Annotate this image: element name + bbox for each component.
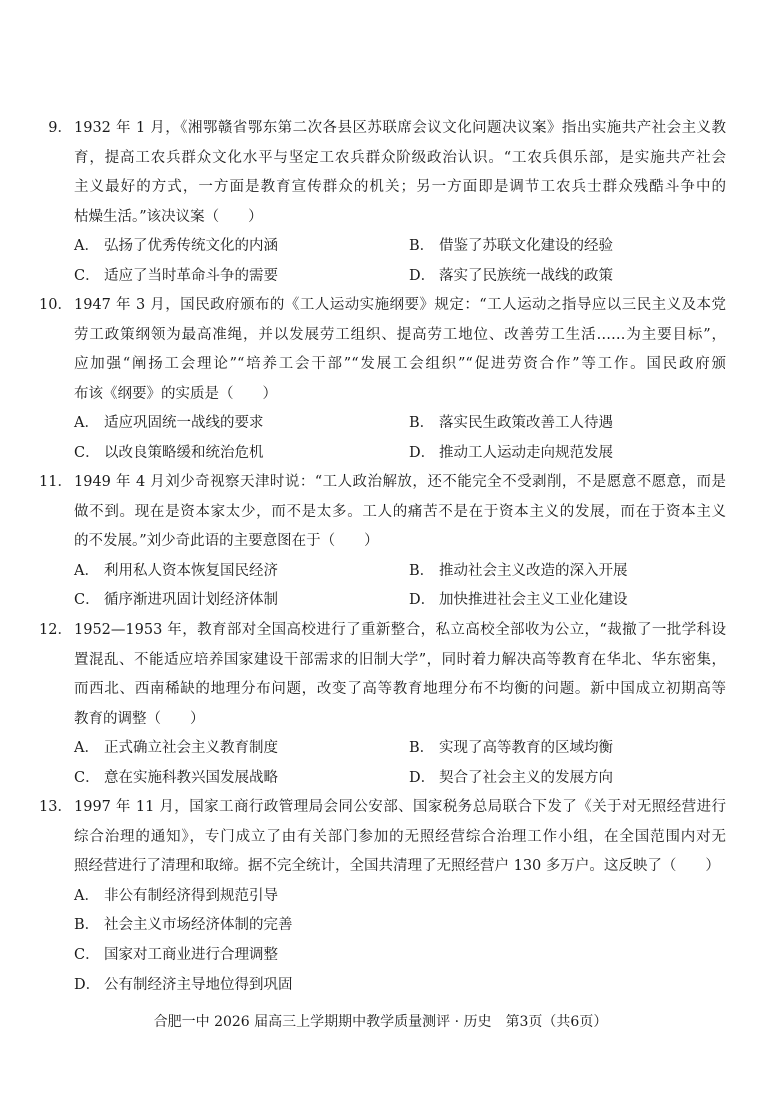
question-stem-line: 1997 年 11 月，国家工商行政管理局会同公安部、国家税务总局联合下发了《关于对无照经营进行 bbox=[74, 799, 726, 815]
question-stem-line: 而西北、西南稀缺的地理分布问题，改变了高等教育地理分布不均衡的问题。新中国成立初期高等 bbox=[74, 681, 726, 698]
option-c[interactable]: C． 循序渐进巩固计划经济体制 bbox=[74, 592, 278, 609]
question-9 bbox=[36, 114, 726, 292]
question-11 bbox=[36, 468, 726, 616]
question-number: 12． bbox=[39, 622, 72, 638]
question-stem-line: 的不发展。”刘少奇此语的主要意图在于（ ） bbox=[74, 533, 379, 550]
question-stem-line: 劳工政策纲领为最高准绳，并以发展劳工组织、提高劳工地位、改善劳工生活……为主要目标”， bbox=[74, 326, 726, 343]
question-stem-line: 教育的调整（ ） bbox=[74, 710, 205, 727]
question-stem-line: 做不到。现在是资本家太少，而不是太多。工人的痛苦不是在于资本主义的发展，而在于资本主义 bbox=[74, 503, 726, 520]
question-number: 11． bbox=[39, 474, 72, 490]
question-stem-line: 枯燥生活。”该决议案（ ） bbox=[74, 208, 263, 225]
option-b[interactable]: B． 实现了高等教育的区域均衡 bbox=[409, 740, 613, 757]
option-b[interactable]: B． 推动社会主义改造的深入开展 bbox=[409, 562, 628, 579]
question-10 bbox=[36, 291, 726, 469]
question-number: 13． bbox=[39, 799, 72, 815]
question-stem-line: 1932 年 1 月，《湘鄂赣省鄂东第二次各县区苏联席会议文化问题决议案》指出实施共产社会主义教 bbox=[74, 120, 726, 136]
option-b[interactable]: B． 借鉴了苏联文化建设的经验 bbox=[409, 238, 613, 255]
option-a[interactable]: A． 正式确立社会主义教育制度 bbox=[74, 740, 278, 757]
option-a[interactable]: A． 适应巩固统一战线的要求 bbox=[74, 415, 264, 432]
question-stem-line: 1949 年 4 月刘少奇视察天津时说：“工人政治解放，还不能完全不受剥削，不是愿意不愿意，而是 bbox=[74, 474, 726, 490]
question-stem-line: 照经营进行了清理和取缔。据不完全统计，全国共清理了无照经营户 130 多万户。这反映了（ ） bbox=[74, 858, 720, 875]
option-d[interactable]: D． 公有制经济主导地位得到巩固 bbox=[74, 976, 293, 993]
option-b[interactable]: B． 社会主义市场经济体制的完善 bbox=[74, 917, 293, 934]
question-stem-line: 1947 年 3 月，国民政府颁布的《工人运动实施纲要》规定：“工人运动之指导应以三民主义及本党 bbox=[74, 297, 726, 313]
question-stem-line: 置混乱、不能适应培养国家建设干部需求的旧制大学”，同时着力解决高等教育在华北、华东密集， bbox=[74, 651, 726, 668]
option-d[interactable]: D． 推动工人运动走向规范发展 bbox=[409, 444, 613, 461]
option-d[interactable]: D． 落实了民族统一战线的政策 bbox=[409, 267, 613, 284]
question-12 bbox=[36, 616, 726, 794]
question-stem-line: 1952—1953 年，教育部对全国高校进行了重新整合，私立高校全部收为公立，“裁撤了一批学科设 bbox=[74, 622, 726, 638]
option-c[interactable]: C． 意在实施科教兴国发展战略 bbox=[74, 769, 278, 786]
option-a[interactable]: A． 弘扬了优秀传统文化的内涵 bbox=[74, 238, 278, 255]
question-stem-line: 综合治理的通知》，专门成立了由有关部门参加的无照经营综合治理工作小组，在全国范围内对无 bbox=[74, 828, 726, 845]
question-stem-line: 布该《纲要》的实质是（ ） bbox=[74, 385, 277, 402]
option-c[interactable]: C． 国家对工商业进行合理调整 bbox=[74, 946, 278, 963]
question-stem-line: 应加强“阐扬工会理论”“培养工会干部”“发展工会组织”“促进劳资合作”等工作。国民政府颁 bbox=[74, 356, 726, 373]
option-c[interactable]: C． 适应了当时革命斗争的需要 bbox=[74, 267, 278, 284]
question-number: 9． bbox=[48, 120, 72, 136]
option-a[interactable]: A． 利用私人资本恢复国民经济 bbox=[74, 562, 278, 579]
question-number: 10． bbox=[39, 297, 72, 313]
question-stem-line: 育，提高工农兵群众文化水平与坚定工农兵群众阶级政治认识。“工农兵俱乐部，是实施共产社会 bbox=[74, 149, 726, 166]
option-d[interactable]: D． 加快推进社会主义工业化建设 bbox=[409, 592, 628, 609]
option-d[interactable]: D． 契合了社会主义的发展方向 bbox=[409, 769, 613, 786]
option-a[interactable]: A． 非公有制经济得到规范引导 bbox=[74, 887, 278, 904]
question-stem-line: 主义最好的方式，一方面是教育宣传群众的机关；另一方面即是调节工农兵士群众残酷斗争中的 bbox=[74, 179, 726, 196]
option-c[interactable]: C． 以改良策略缓和统治危机 bbox=[74, 444, 264, 461]
option-b[interactable]: B． 落实民生政策改善工人待遇 bbox=[409, 415, 613, 432]
page-footer: 合肥一中 2026 届高三上学期期中教学质量测评 · 历史 第3页（共6页） bbox=[153, 1014, 608, 1030]
question-13 bbox=[36, 793, 726, 1000]
